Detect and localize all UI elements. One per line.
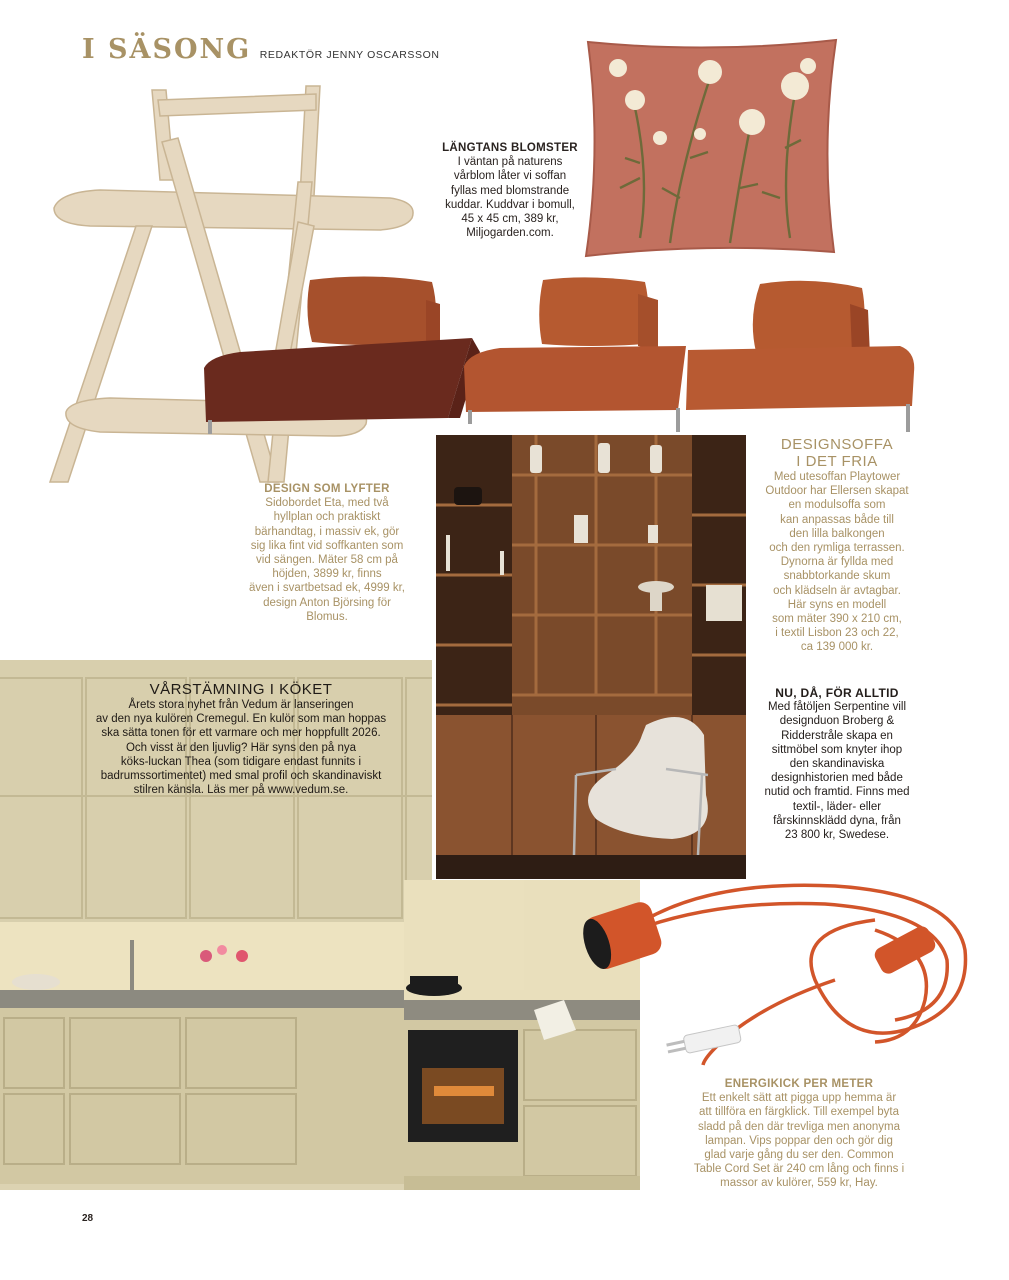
sofa-heading-line1: DESIGNSOFFA <box>780 436 894 453</box>
chair-heading: NU, DÅ, FÖR ALLTID <box>775 686 899 700</box>
pillow-line: Miljogarden.com. <box>466 227 554 240</box>
kitchen-heading: VÅRSTÄMNING I KÖKET <box>149 681 333 698</box>
side-table-line: bärhandtag, i massiv ek, gör <box>254 525 400 538</box>
sofa-line: som mäter 390 x 210 cm, <box>772 613 902 626</box>
cord-line: att tillföra en färgklick. Till exempel byta <box>698 1106 900 1119</box>
chair-caption <box>752 686 922 842</box>
chair-line: nutid och framtid. Finns med <box>764 786 910 799</box>
page-number: 28 <box>82 1213 94 1224</box>
sofa-line: kan anpassas både till <box>780 513 894 526</box>
chair-line: den skandinaviska <box>789 758 885 771</box>
chair-line: 23 800 kr, Swedese. <box>784 829 890 842</box>
kitchen-line: Och visst är den ljuvlig? Här syns den på nya <box>125 741 357 754</box>
editor-line: REDAKTÖR JENNY OSCARSSON <box>259 49 440 61</box>
side-table-line: höjden, 3899 kr, finns <box>272 568 382 581</box>
pillow-line: vårblom låter vi soffan <box>453 170 567 183</box>
kitchen-caption <box>82 682 400 797</box>
cord-line: lampan. Vips poppar den och gör dig <box>705 1134 893 1147</box>
sofa-line: Outdoor har Ellersen skapat <box>765 485 909 498</box>
side-table-line: hyllplan och praktiskt <box>273 511 381 524</box>
sofa-line: Med utesoffan Playtower <box>773 471 901 483</box>
chair-line: Ridderstråle skapa en <box>781 729 893 742</box>
sofa-line: ca 139 000 kr. <box>800 641 874 654</box>
cord-line: Table Cord Set är 240 cm lång och finns i <box>693 1163 905 1176</box>
side-table-caption <box>222 482 432 624</box>
chair-line: designduon Broberg & <box>779 715 895 728</box>
side-table-line: Sidobordet Eta, med två <box>265 497 389 510</box>
kitchen-line: badrumssortimentet) med smal profil och skandinaviskt <box>100 770 382 783</box>
cord-line: massor av kulörer, 559 kr, Hay. <box>720 1177 878 1190</box>
sofa-caption <box>752 437 922 655</box>
sofa-line: i textil Lisbon 23 och 22, <box>775 627 899 640</box>
sofa-line: och den rymliga terrassen. <box>769 542 905 555</box>
side-table-line: vid sängen. Mäter 58 cm på <box>256 554 398 567</box>
pillow-line: 45 x 45 cm, 389 kr, <box>461 213 559 226</box>
cord-caption <box>678 1077 920 1191</box>
cord-line: sladd på den där trevliga men anonyma <box>697 1120 900 1133</box>
modular-outdoor-sofa-photo <box>200 272 918 436</box>
kitchen-line: köks-luckan Thea (som tidigare endast funnits i <box>120 755 362 768</box>
side-table-line: Blomus. <box>306 610 348 623</box>
kitchen-line: av den nya kulören Cremegul. En kulör som man hoppas <box>95 713 387 726</box>
chair-line: sittmöbel som knyter ihop <box>771 743 903 756</box>
chair-line: textil-, läder- eller <box>792 800 882 813</box>
kitchen-line: Årets stora nyhet från Vedum är lanseringen <box>128 699 354 711</box>
pillow-line: I väntan på naturens <box>457 156 563 169</box>
chair-line: designhistorien med både <box>771 772 903 785</box>
shelf-photo-frame <box>432 433 750 883</box>
sofa-line: Här syns en modell <box>787 598 887 611</box>
pillow-heading: LÄNGTANS BLOMSTER <box>442 142 578 154</box>
section-title: I SÄSONG <box>82 34 252 65</box>
kitchen-line: stilren känsla. Läs mer på www.vedum.se. <box>133 784 349 797</box>
side-table-heading: DESIGN SOM LYFTER <box>264 483 390 495</box>
wooden-bookshelf-with-armchair-photo <box>436 435 746 879</box>
side-table-line: även i svartbetsad ek, 4999 kr, <box>249 582 405 595</box>
chair-line: fårskinnsklädd dyna, från <box>773 814 901 827</box>
page-header <box>82 34 440 65</box>
sofa-line: en modulsoffa som <box>788 499 886 512</box>
pillow-line: fyllas med blomstrande <box>450 184 570 197</box>
cord-line: glad varje gång du ser den. Common <box>704 1149 894 1162</box>
sofa-line: och klädseln är avtagbar. <box>773 584 901 597</box>
sofa-heading-line2: I DET FRIA <box>796 453 878 470</box>
sofa-line: snabbtorkande skum <box>783 570 891 583</box>
chair-line: Med fåtöljen Serpentine vill <box>767 701 907 714</box>
pillow-caption <box>430 141 590 240</box>
orange-table-cord-photo <box>575 860 975 1080</box>
cord-line: Ett enkelt sätt att pigga upp hemma är <box>701 1092 897 1105</box>
sofa-line: den lilla balkongen <box>789 527 885 540</box>
side-table-line: design Anton Björsing för <box>263 596 391 609</box>
embroidered-pillow-photo <box>580 38 842 260</box>
side-table-line: sig lika fint vid soffkanten som <box>250 539 404 552</box>
sofa-line: Dynorna är fyllda med <box>780 556 894 569</box>
kitchen-line: ska sätta tonen för ett varmare och mer hoppfullt 2026. <box>101 727 381 740</box>
pillow-line: kuddar. Kuddvar i bomull, <box>445 198 575 211</box>
cord-heading: ENERGIKICK PER METER <box>724 1078 874 1090</box>
